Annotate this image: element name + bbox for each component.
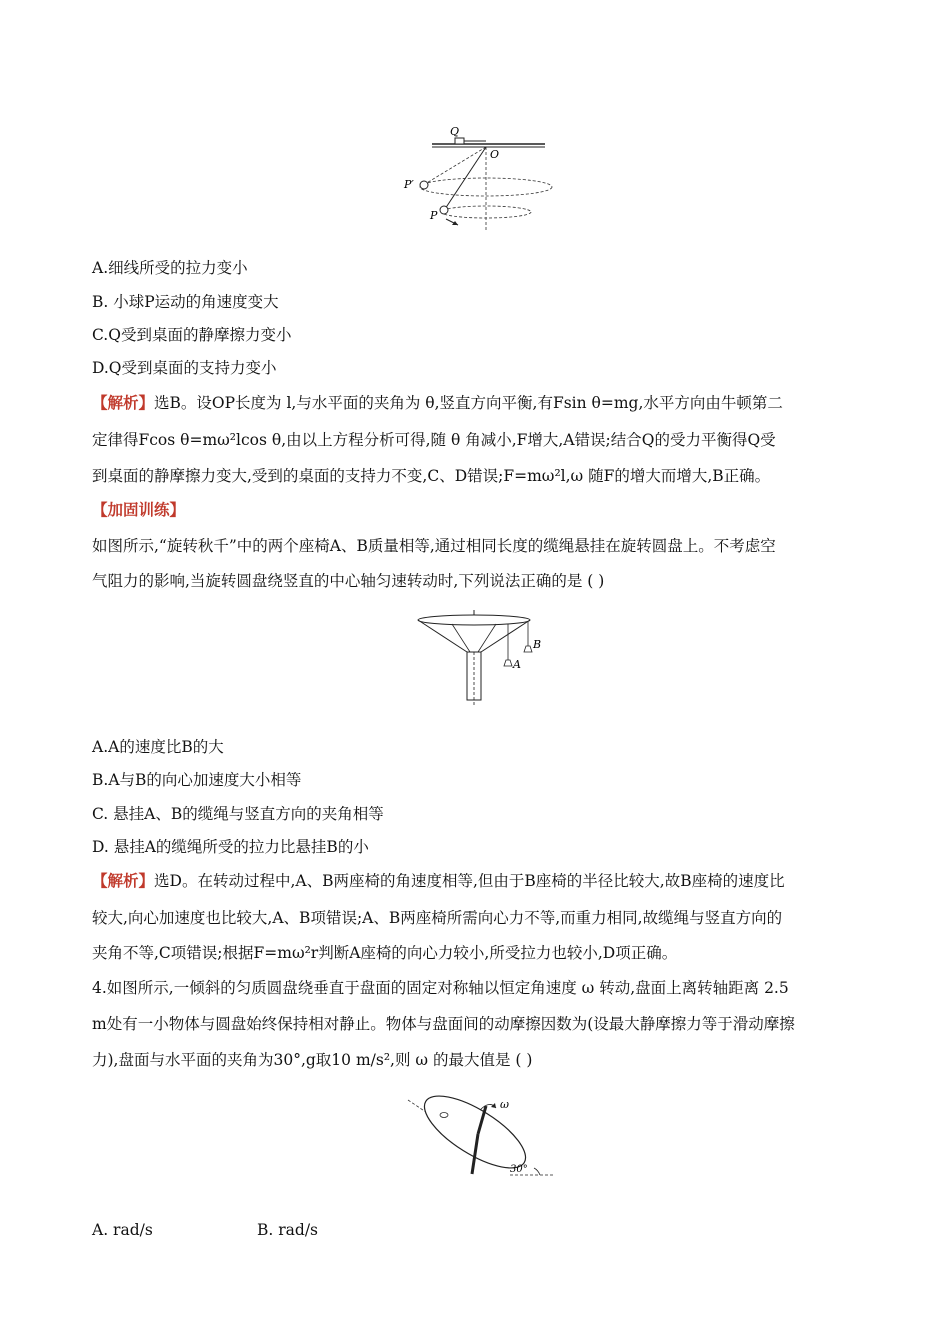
label-q: Q [450,125,460,138]
figure-conical-pendulum [400,122,560,232]
omega-arrow-head [491,1103,496,1108]
q3-analysis-line1: 【解析】选B。设OP长度为 l,与水平面的夹角为 θ,竖直方向平衡,有Fsin θ=mg,水平方向由牛顿第二 [92,393,783,412]
extra-analysis-line2: 较大,向心加速度也比较大,A、B项错误;A、B两座椅所需向心力不等,而重力相同,故缆绳与竖直方向的 [92,909,783,927]
label-b: B [533,638,542,651]
q4-option-a: A. rad/s [92,1221,153,1239]
q3-option-d: D.Q受到桌面的支持力变小 [92,359,277,377]
label-angle: 30° [510,1164,528,1175]
label-p: P [430,209,438,222]
analysis-tag: 【解析】 [92,393,155,412]
figure-rotating-swing [412,608,552,708]
q3-analysis-line2: 定律得Fcos θ=mω²lcos θ,由以上方程分析可得,随 θ 角减小,F增大,A错误;结合Q的受力平衡得Q受 [92,431,776,449]
q4-line1: 4.如图所示,一倾斜的匀质圆盘绕垂直于盘面的固定对称轴以恒定角速度 ω 转动,盘面上离转轴距离 2.5 [92,979,789,997]
label-a: A [513,658,521,671]
figure-inclined-disk [400,1090,560,1190]
ball-p-prime [420,181,428,189]
extra-option-b: B.A与B的向心加速度大小相等 [92,771,302,789]
small-object [440,1113,448,1118]
ball-p [440,206,448,214]
seat-b [524,646,532,652]
string-p-prime-dashed [425,147,486,184]
q3-analysis-line3: 到桌面的静摩擦力变大,受到的桌面的支持力不变,C、D错误;F=mω²l,ω 随F的增大而增大,B正确。 [92,467,771,485]
extra-question-line2: 气阻力的影响,当旋转圆盘绕竖直的中心轴匀速转动时,下列说法正确的是 ( ) [92,572,605,590]
angle-arc [534,1168,540,1175]
q3-option-a: A.细线所受的拉力变小 [92,259,248,277]
extra-option-d: D. 悬挂A的缆绳所受的拉力比悬挂B的小 [92,838,369,856]
extra-analysis-line1: 【解析】选D。在转动过程中,A、B两座椅的角速度相等,但由于B座椅的半径比较大,故B座椅的速度比 [92,871,785,890]
q4-option-b: B. rad/s [257,1221,318,1239]
q3-option-c: C.Q受到桌面的静摩擦力变小 [92,326,292,344]
block-q [455,138,464,144]
label-p-prime: P′ [404,178,414,191]
q3-option-b: B. 小球P运动的角速度变大 [92,293,279,311]
extra-option-a: A.A的速度比B的大 [92,738,224,756]
q4-line3: 力),盘面与水平面的夹角为30°,g取10 m/s²,则 ω 的最大值是 ( ) [92,1051,533,1069]
label-o: O [490,148,500,161]
extra-training-tag: 【加固训练】 [92,500,186,519]
label-omega: ω [500,1098,509,1111]
extra-analysis-line3: 夹角不等,C项错误;根据F=mω²r判断A座椅的向心力较小,所受拉力也较小,D项正确。 [92,944,678,962]
disk-top [418,615,530,625]
seat-a [504,660,512,666]
extra-question-line1: 如图所示,“旋转秋千”中的两个座椅A、B质量相等,通过相同长度的缆绳悬挂在旋转圆盘上。不考虑空 [92,537,776,555]
q4-line2: m处有一小物体与圆盘始终保持相对静止。物体与盘面间的动摩擦因数为(设最大静摩擦力等于滑动摩擦 [92,1015,795,1033]
extra-option-c: C. 悬挂A、B的缆绳与竖直方向的夹角相等 [92,805,384,823]
